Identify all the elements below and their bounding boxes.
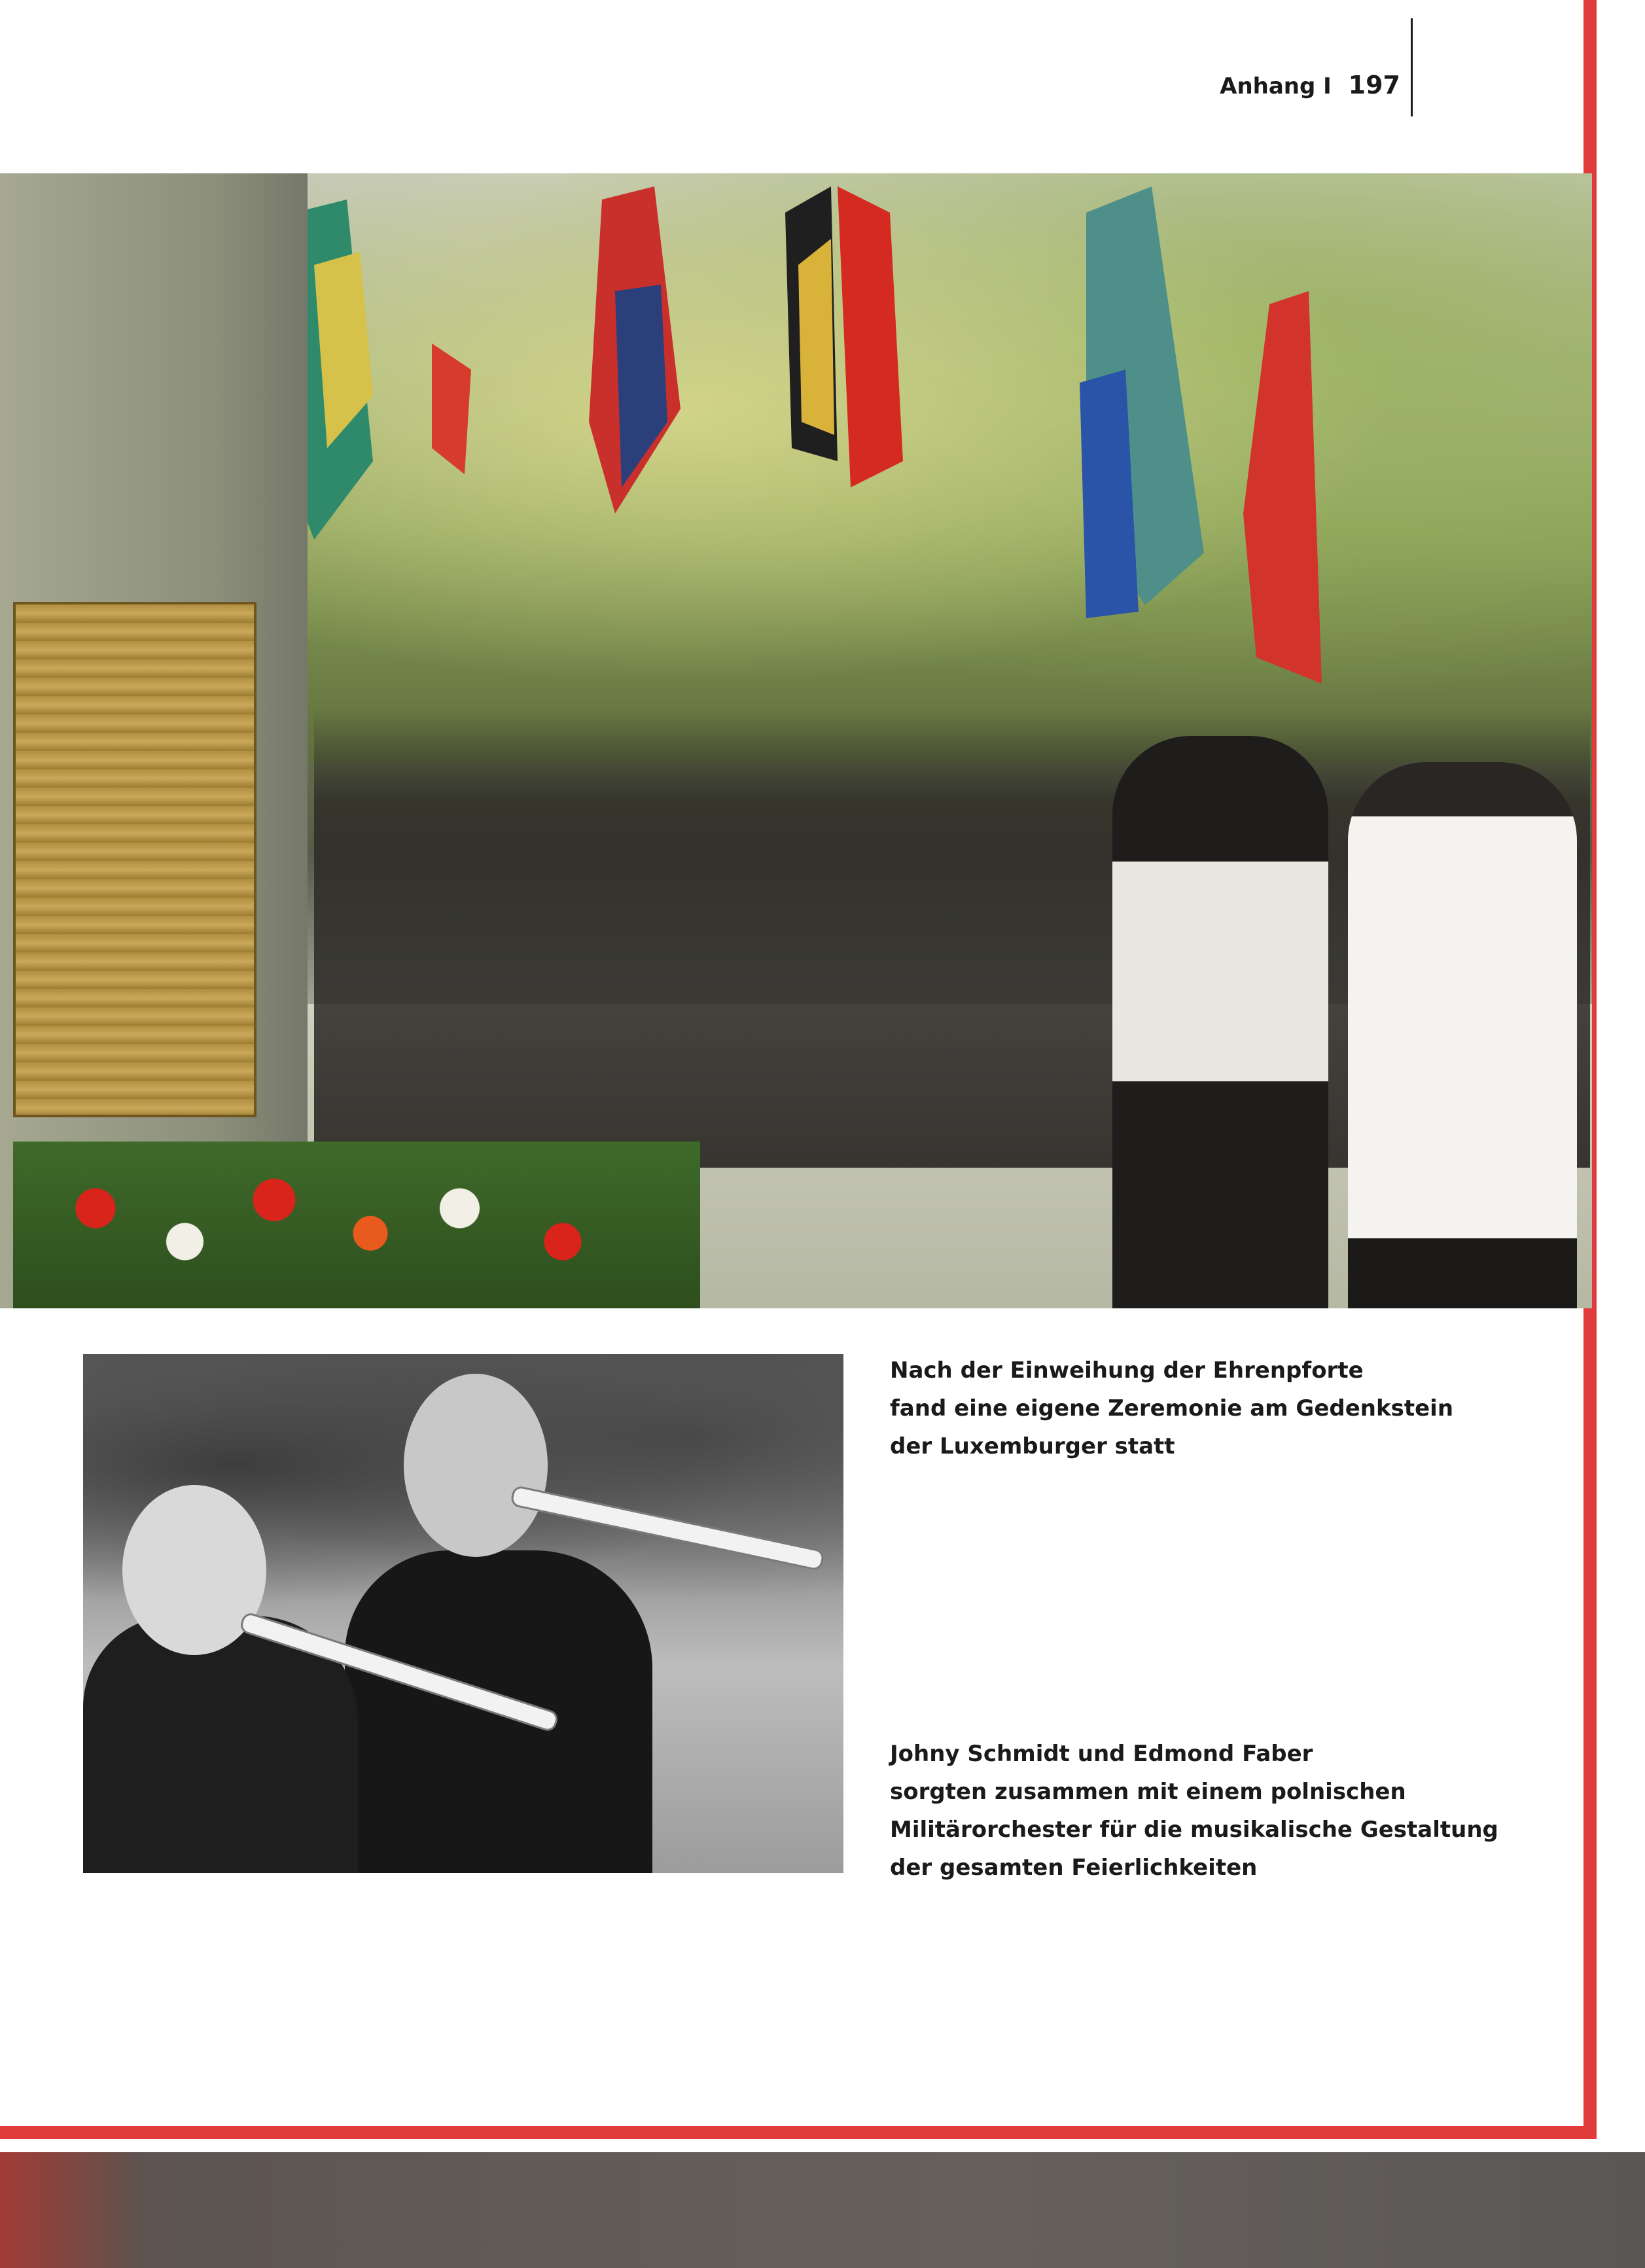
caption-line: Johny Schmidt und Edmond Faber [890,1741,1313,1767]
book-cover-edge [0,2152,144,2268]
bw-photo-young-trumpeter-head [404,1374,548,1557]
photo-priest [1112,736,1328,1308]
header-divider [1411,18,1413,116]
caption-line: der Luxemburger statt [890,1433,1175,1459]
ceremony-photo [0,173,1592,1308]
caption-trumpeters [890,1735,1498,1887]
caption-line: Militärorchester für die musikalische Gestaltung [890,1817,1498,1843]
caption-line: fand eine eigene Zeremonie am Gedenkstein [890,1395,1454,1422]
photo-flower-wreath [13,1142,700,1308]
section-label: Anhang I [1220,73,1332,99]
memorial-stone [0,173,308,1308]
caption-line: der gesamten Feierlichkeiten [890,1855,1258,1881]
photo-altar-server [1348,762,1577,1308]
scanner-background [0,2152,1645,2268]
caption-line: sorgten zusammen mit einem polnischen [890,1779,1406,1805]
trumpeters-photo [83,1354,843,1873]
memorial-plaque [13,602,256,1117]
page-number: 197 [1348,71,1400,99]
photo-flags [275,186,1322,684]
caption-ceremony [890,1352,1453,1465]
running-header [1220,71,1400,99]
caption-line: Nach der Einweihung der Ehrenpforte [890,1357,1364,1384]
